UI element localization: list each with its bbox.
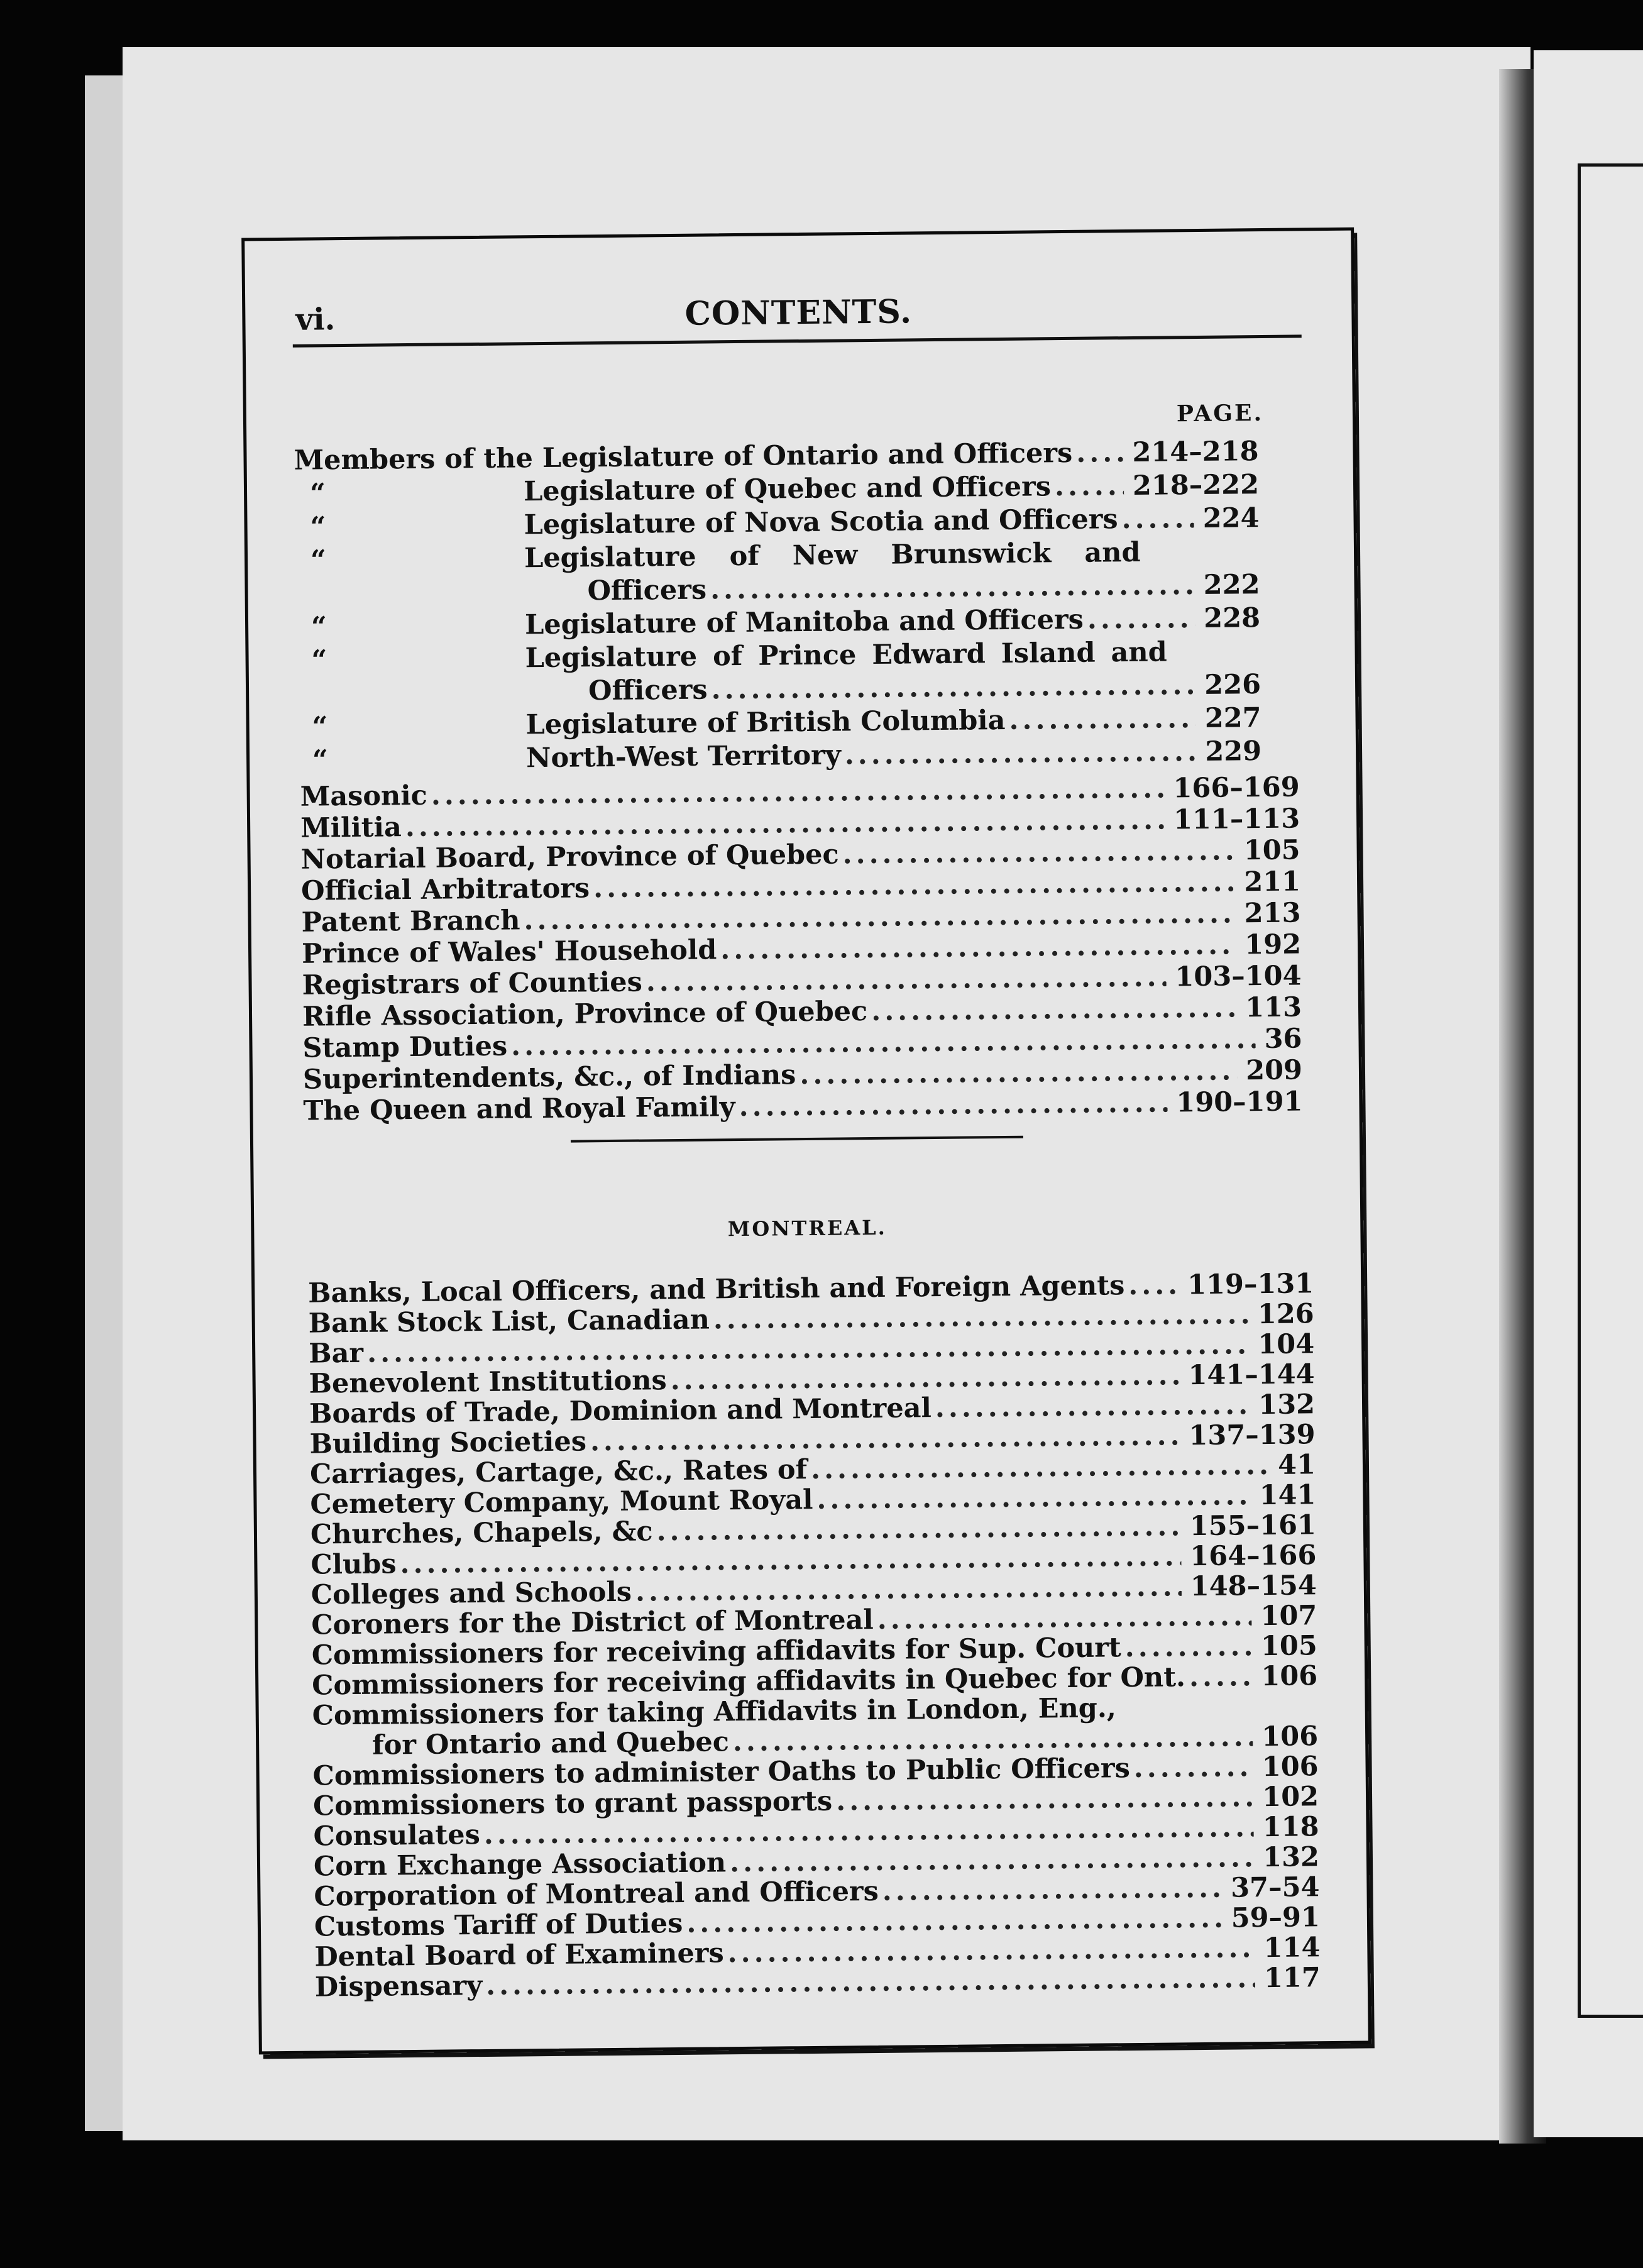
facing-page-border — [1578, 163, 1643, 2018]
entry-page: 111–113 — [1173, 803, 1300, 836]
entry-text: North-West Territory — [525, 739, 842, 774]
entry-text: Coroners for the District of Montreal — [311, 1604, 874, 1641]
dot-leader — [486, 1962, 1255, 2001]
dot-leader — [882, 1873, 1223, 1907]
dot-leader — [1125, 1631, 1253, 1663]
entry-page: 218–222 — [1132, 469, 1260, 502]
entry-page: 36 — [1264, 1023, 1302, 1055]
entry-text: Cemetery Company, Mount Royal — [310, 1484, 813, 1521]
section-rule — [571, 1136, 1023, 1143]
entry-page: 106 — [1261, 1660, 1318, 1693]
dot-leader — [710, 570, 1195, 605]
entry-text: Official Arbitrators — [300, 873, 590, 907]
entry-text: Patent Branch — [301, 905, 520, 939]
entry-page: 213 — [1244, 897, 1301, 930]
entry-text: Legislature of British Columbia — [525, 704, 1006, 741]
dot-leader — [646, 961, 1167, 998]
entry-page: 222 — [1203, 569, 1260, 601]
entry-page: 227 — [1204, 702, 1261, 734]
entry-page: 214–218 — [1132, 436, 1259, 468]
entry-text: Commissioners to administer Oaths to Public Officers — [312, 1753, 1131, 1792]
entry-page: 209 — [1245, 1054, 1303, 1087]
dot-leader — [1087, 603, 1195, 636]
dot-leader — [1128, 1269, 1179, 1301]
entry-text: Masonic — [300, 779, 428, 813]
entry-page: 126 — [1257, 1298, 1314, 1331]
dot-leader — [1009, 703, 1196, 736]
dot-leader — [871, 992, 1237, 1027]
entry-text: Commissioners for taking Affidavits in London, Eng., — [312, 1692, 1117, 1732]
entry-text: Churches, Chapels, &c — [310, 1516, 653, 1551]
entry-text: Building Societies — [309, 1426, 587, 1460]
toc-entry — [524, 502, 1259, 541]
entry-page: 192 — [1245, 928, 1302, 961]
entry-text: Dental Board of Examiners — [314, 1937, 724, 1973]
ditto-mark: “ — [309, 478, 326, 510]
toc-entry — [525, 602, 1260, 641]
entry-page: 132 — [1258, 1389, 1316, 1421]
entry-text: Benevolent Institutions — [309, 1365, 667, 1400]
entry-page: 155–161 — [1189, 1509, 1317, 1543]
entry-text: Rifle Association, Province of Quebec — [302, 996, 868, 1033]
section-heading-montreal: MONTREAL. — [727, 1215, 887, 1241]
entry-page: 141 — [1259, 1479, 1316, 1512]
entry-text: Militia — [300, 812, 402, 844]
dot-leader — [842, 835, 1235, 870]
entry-page: 103–104 — [1175, 960, 1302, 993]
entry-page: 37–54 — [1231, 1871, 1320, 1904]
entry-text: Consulates — [313, 1819, 481, 1852]
entry-page: 118 — [1262, 1811, 1319, 1844]
entry-text: Legislature of Quebec and Officers — [523, 471, 1052, 508]
toc-entry — [524, 537, 1153, 575]
entry-page: 229 — [1205, 735, 1262, 768]
entry-text: Legislature of Prince Edward Island and — [525, 636, 1167, 674]
entry-page: 107 — [1260, 1600, 1317, 1632]
entry-text: Registrars of Counties — [302, 966, 643, 1001]
entry-text: Legislature of New Brunswick and — [524, 536, 1141, 575]
toc-entry — [524, 469, 1259, 507]
toc-entry-continuation — [588, 669, 1261, 707]
dot-leader — [800, 1055, 1237, 1091]
entry-lead: Members of the — [294, 443, 534, 476]
ditto-mark: “ — [310, 611, 327, 643]
dot-leader — [1189, 1661, 1253, 1693]
ditto-mark: “ — [310, 544, 327, 576]
entry-text: Colleges and Schools — [310, 1576, 632, 1611]
ditto-mark: “ — [310, 511, 326, 543]
entry-text: Superintendents, &c., of Indians — [302, 1059, 796, 1096]
entry-page: 211 — [1244, 866, 1301, 898]
toc-entry — [526, 735, 1261, 774]
entry-page: 105 — [1260, 1630, 1317, 1663]
entry-page: 117 — [1263, 1962, 1321, 1995]
entry-text: Stamp Duties — [302, 1030, 508, 1064]
toc-entry — [525, 702, 1261, 740]
entry-text: Clubs — [310, 1548, 397, 1581]
entry-text: Commissioners for receiving affidavits for Sup. Court — [311, 1632, 1122, 1671]
entry-page: 114 — [1263, 1932, 1321, 1964]
entry-page: 137–139 — [1189, 1419, 1316, 1452]
entry-text: The Queen and Royal Family — [303, 1091, 735, 1127]
ditto-mark: “ — [311, 644, 327, 676]
ditto-mark: “ — [312, 744, 329, 776]
dot-leader — [739, 1087, 1167, 1123]
entry-page: 148–154 — [1190, 1570, 1317, 1603]
entry-text: Legislature of Ontario and Officers — [542, 437, 1073, 474]
entry-page: 59–91 — [1231, 1902, 1321, 1934]
entry-page: 166–169 — [1173, 771, 1300, 805]
dot-leader — [935, 1389, 1250, 1424]
dot-leader — [711, 669, 1195, 705]
dot-leader — [1055, 470, 1124, 502]
entry-text: Corporation of Montreal and Officers — [314, 1875, 879, 1913]
dot-leader — [1121, 503, 1194, 535]
entry-continuation: Officers — [587, 574, 707, 607]
dot-leader — [836, 1781, 1254, 1817]
entry-page: 226 — [1204, 669, 1261, 701]
entry-text: Carriages, Cartage, &c., Rates of — [309, 1454, 808, 1490]
entry-text: Legislature of Manitoba and Officers — [524, 603, 1084, 641]
entry-page: 41 — [1277, 1449, 1316, 1481]
entry-page: 105 — [1243, 834, 1300, 867]
ditto-mark: “ — [312, 711, 328, 743]
entry-page: 106 — [1261, 1720, 1319, 1753]
toc-entry — [525, 636, 1167, 674]
entry-page: 106 — [1261, 1751, 1319, 1783]
entry-text: Legislature of Nova Scotia and Officers — [524, 504, 1118, 541]
entry-page: 228 — [1204, 602, 1261, 634]
entry-text: Bank Stock List, Canadian — [308, 1304, 710, 1340]
dot-leader — [877, 1600, 1252, 1636]
entry-page: 141–144 — [1188, 1358, 1315, 1392]
dot-leader — [845, 736, 1197, 771]
entry-page: 113 — [1245, 991, 1302, 1024]
dot-leader — [1076, 437, 1124, 469]
entry-page: 132 — [1262, 1841, 1320, 1874]
entry-text: Commissioners to grant passports — [312, 1785, 833, 1822]
contents-box — [241, 228, 1371, 2055]
entry-continuation: Officers — [588, 674, 708, 707]
entry-text: Customs Tariff of Duties — [314, 1907, 683, 1943]
entry-text: Commissioners for receiving affidavits in Quebec for Ont. — [312, 1661, 1186, 1702]
entry-text: Boards of Trade, Dominion and Montreal — [309, 1392, 932, 1430]
folio: vi. — [295, 302, 336, 338]
page-title: CONTENTS. — [684, 292, 913, 333]
page-column-heading: PAGE. — [1176, 399, 1264, 427]
entry-text: Bar — [308, 1337, 364, 1370]
entry-continuation: for Ontario and Quebec — [371, 1726, 730, 1761]
entry-page: 164–166 — [1190, 1539, 1317, 1573]
entry-page: 224 — [1202, 502, 1260, 534]
dot-leader — [720, 929, 1236, 966]
entry-text: Prince of Wales' Household — [301, 934, 717, 970]
entry-text: Banks, Local Officers, and British and Foreign Agents — [308, 1270, 1125, 1309]
toc-entry-continuation — [587, 569, 1260, 607]
dot-leader — [1134, 1751, 1254, 1784]
entry-text: Dispensary — [314, 1970, 483, 2003]
entry-text: Corn Exchange Association — [313, 1847, 727, 1883]
entry-page: 104 — [1258, 1328, 1315, 1361]
entry-page: 102 — [1262, 1781, 1319, 1814]
entry-page: 190–191 — [1176, 1086, 1303, 1119]
entry-page: 119–131 — [1187, 1268, 1314, 1301]
entry-text: Notarial Board, Province of Quebec — [300, 839, 839, 876]
